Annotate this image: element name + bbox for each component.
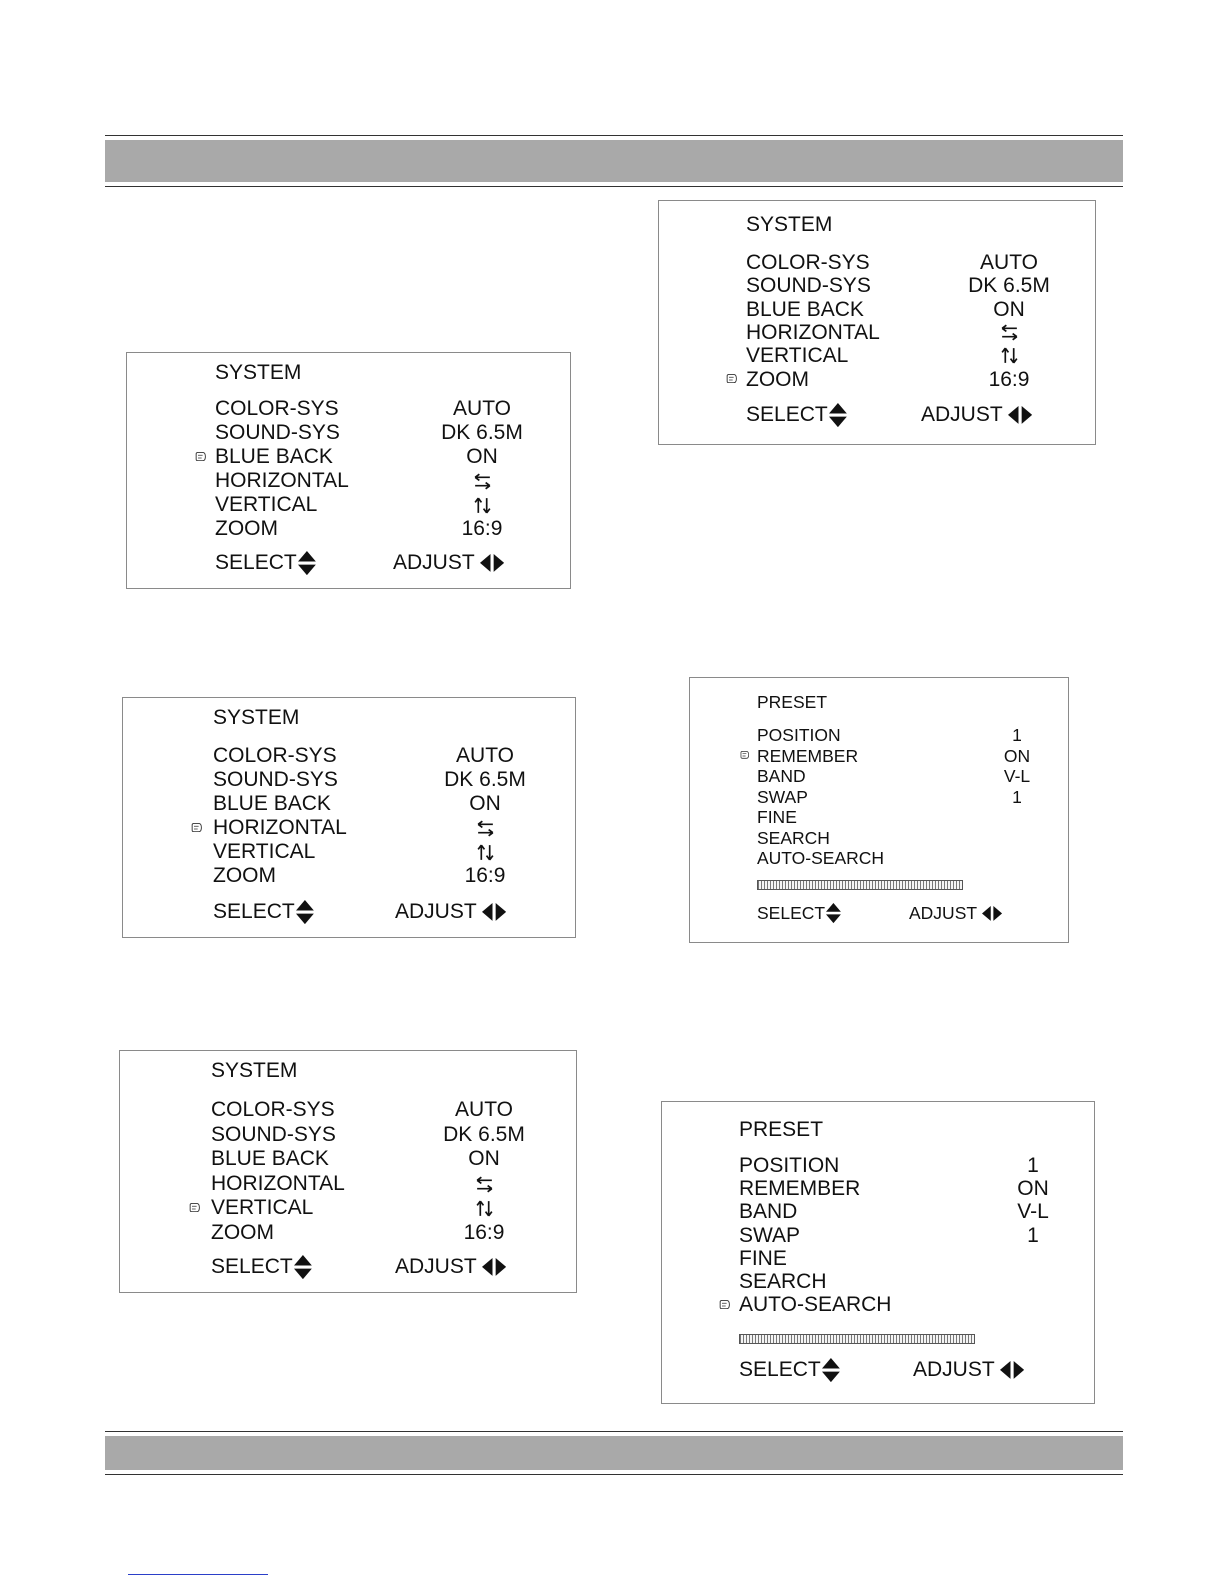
adjust-hint [393, 551, 504, 575]
menu-item-label: FINE [739, 1246, 787, 1270]
menu-item-value: V-L [1017, 1200, 1049, 1224]
footer-link-underline [128, 1574, 268, 1575]
footer-band [105, 1431, 1123, 1475]
menu-item-label: BLUE BACK [215, 445, 333, 468]
menu-item-label: ZOOM [213, 864, 276, 887]
menu-item-zoom[interactable] [659, 368, 1095, 391]
menu-item-remember[interactable] [690, 746, 1068, 767]
select-label: SELECT [757, 903, 826, 923]
menu-item-value: ON [468, 1147, 500, 1171]
menu-item-label: HORIZONTAL [746, 320, 880, 344]
menu-item-value: V-L [1003, 766, 1031, 786]
adjust-hint [909, 903, 1002, 924]
left-right-arrows-icon [999, 1361, 1024, 1379]
menu-title: SYSTEM [746, 213, 833, 236]
select-hint [213, 900, 314, 924]
select-label: SELECT [746, 403, 828, 427]
menu-item-label: REMEMBER [757, 745, 859, 766]
osd-menu-system-vertical [119, 1050, 577, 1293]
menu-item-value: AUTO [453, 397, 511, 420]
menu-item-label: VERTICAL [213, 840, 316, 863]
menu-item-label: BAND [757, 766, 806, 786]
osd-menu-system-zoom [658, 200, 1096, 445]
adjust-label: ADJUST [913, 1358, 995, 1381]
header-rule-bottom [105, 186, 1123, 187]
menu-item-label: FINE [757, 807, 797, 827]
auto-search-progress-bar [739, 1334, 975, 1344]
menu-item-value: DK 6.5M [443, 1122, 525, 1146]
menu-item-blue-back[interactable] [127, 445, 570, 469]
menu-item-label: ZOOM [215, 517, 278, 540]
menu-item-label: ZOOM [746, 367, 809, 391]
menu-item-label: SOUND-SYS [215, 421, 340, 444]
menu-item-band[interactable] [690, 766, 1068, 787]
footer-rule-bottom [105, 1474, 1123, 1475]
menu-item-label: HORIZONTAL [215, 469, 349, 492]
selection-pointer-icon [740, 751, 750, 761]
menu-item-swap[interactable] [690, 787, 1068, 808]
menu-item-search[interactable] [690, 828, 1068, 849]
menu-item-search[interactable] [662, 1270, 1094, 1293]
menu-item-label: SOUND-SYS [213, 768, 338, 791]
menu-item-label: SOUND-SYS [746, 274, 871, 298]
menu-item-label: VERTICAL [211, 1196, 314, 1220]
select-label: SELECT [213, 900, 295, 924]
menu-item-remember[interactable] [662, 1177, 1094, 1200]
menu-item-label: SWAP [739, 1223, 801, 1247]
select-hint [746, 403, 847, 427]
menu-item-vertical[interactable] [127, 493, 570, 517]
menu-item-value: ON [469, 792, 501, 815]
menu-item-label: SEARCH [739, 1270, 827, 1293]
left-right-arrows-icon [981, 906, 1002, 921]
menu-item-sound-sys[interactable] [120, 1123, 576, 1148]
select-hint [211, 1255, 312, 1279]
menu-title: PRESET [739, 1118, 824, 1141]
menu-item-value: AUTO [455, 1098, 513, 1121]
menu-item-value: 16:9 [463, 1221, 505, 1244]
menu-item-label: ZOOM [211, 1221, 274, 1244]
menu-item-color-sys[interactable] [127, 397, 570, 421]
menu-item-value: DK 6.5M [441, 421, 523, 444]
menu-item-value: 16:9 [461, 517, 503, 540]
adjust-hint [395, 900, 506, 924]
menu-item-label: AUTO-SEARCH [739, 1293, 892, 1317]
adjust-hint [395, 1255, 506, 1279]
menu-item-sound-sys[interactable] [127, 421, 570, 445]
menu-item-fine[interactable] [662, 1247, 1094, 1270]
adjust-label: ADJUST [395, 900, 477, 923]
vertical-swap-arrows-icon [474, 1198, 495, 1219]
menu-item-band[interactable] [662, 1200, 1094, 1223]
menu-item-sound-sys[interactable] [659, 274, 1095, 297]
menu-item-zoom[interactable] [120, 1221, 576, 1246]
menu-item-horizontal[interactable] [127, 469, 570, 493]
adjust-label: ADJUST [393, 551, 475, 574]
menu-title: PRESET [757, 692, 828, 712]
osd-menu-system-blue-back [126, 352, 571, 589]
menu-item-position[interactable] [662, 1154, 1094, 1177]
menu-item-auto-search[interactable] [690, 848, 1068, 869]
menu-item-label: VERTICAL [215, 493, 318, 516]
adjust-label: ADJUST [395, 1255, 477, 1278]
selection-pointer-icon [189, 1203, 199, 1213]
menu-item-vertical[interactable] [120, 1196, 576, 1221]
menu-item-label: SEARCH [757, 827, 830, 848]
menu-item-label: BLUE BACK [213, 792, 331, 815]
adjust-label: ADJUST [909, 903, 978, 923]
left-right-arrows-icon [481, 903, 506, 921]
left-right-arrows-icon [479, 554, 504, 572]
select-label: SELECT [215, 551, 297, 575]
adjust-hint [913, 1358, 1024, 1382]
menu-item-value: ON [1017, 1177, 1049, 1201]
menu-item-horizontal[interactable] [120, 1172, 576, 1197]
menu-item-label: COLOR-SYS [746, 251, 870, 274]
header-bar [105, 140, 1123, 182]
select-hint [739, 1358, 840, 1382]
up-down-arrows-icon [295, 900, 314, 924]
selection-pointer-icon [191, 823, 201, 833]
up-down-arrows-icon [821, 1358, 840, 1382]
menu-item-value: ON [993, 297, 1025, 321]
horizontal-swap-arrows-icon [475, 818, 496, 839]
adjust-hint [921, 403, 1032, 427]
up-down-arrows-icon [825, 903, 841, 923]
menu-item-label: POSITION [739, 1154, 840, 1177]
adjust-label: ADJUST [921, 403, 1003, 426]
osd-menu-preset-auto-search [661, 1101, 1095, 1404]
menu-item-color-sys[interactable] [659, 251, 1095, 274]
menu-item-label: REMEMBER [739, 1177, 861, 1201]
menu-item-zoom[interactable] [127, 517, 570, 541]
menu-item-swap[interactable] [662, 1224, 1094, 1247]
select-hint [757, 903, 841, 924]
menu-item-auto-search[interactable] [662, 1293, 1094, 1316]
horizontal-swap-arrows-icon [472, 471, 493, 492]
up-down-arrows-icon [293, 1255, 312, 1279]
menu-item-value: 1 [1027, 1223, 1039, 1247]
header-band [105, 135, 1123, 187]
menu-title: SYSTEM [213, 706, 300, 729]
menu-item-value: 16:9 [464, 864, 506, 887]
menu-item-label: POSITION [757, 725, 841, 745]
left-right-arrows-icon [1007, 406, 1032, 424]
left-right-arrows-icon [481, 1258, 506, 1276]
footer-bar [105, 1436, 1123, 1470]
menu-item-label: BAND [739, 1200, 798, 1224]
selection-pointer-icon [195, 452, 205, 462]
select-label: SELECT [739, 1358, 821, 1382]
menu-item-horizontal[interactable] [123, 816, 575, 840]
menu-item-blue-back[interactable] [123, 792, 575, 816]
osd-menu-system-horizontal [122, 697, 576, 938]
menu-item-zoom[interactable] [123, 864, 575, 888]
horizontal-swap-arrows-icon [999, 322, 1020, 343]
menu-item-color-sys[interactable] [120, 1098, 576, 1123]
select-label: SELECT [211, 1255, 293, 1279]
menu-item-label: AUTO-SEARCH [757, 848, 885, 868]
menu-item-sound-sys[interactable] [123, 768, 575, 792]
menu-item-label: HORIZONTAL [211, 1171, 345, 1195]
menu-item-horizontal[interactable] [659, 321, 1095, 344]
horizontal-swap-arrows-icon [474, 1174, 495, 1195]
menu-item-value: 1 [1012, 725, 1022, 745]
selection-pointer-icon [726, 374, 736, 384]
menu-title: SYSTEM [215, 361, 302, 384]
menu-item-label: SWAP [757, 786, 808, 807]
menu-item-label: COLOR-SYS [211, 1098, 335, 1121]
menu-item-vertical[interactable] [123, 840, 575, 864]
up-down-arrows-icon [297, 551, 316, 575]
menu-item-blue-back[interactable] [120, 1147, 576, 1172]
menu-item-value: 1 [1012, 786, 1022, 807]
select-hint [215, 551, 316, 575]
vertical-swap-arrows-icon [472, 495, 493, 516]
auto-search-progress-bar [757, 880, 963, 890]
menu-item-label: COLOR-SYS [215, 397, 339, 420]
vertical-swap-arrows-icon [475, 842, 496, 863]
menu-item-value: 16:9 [988, 367, 1030, 391]
menu-item-value: ON [1003, 745, 1031, 766]
menu-item-value: 1 [1027, 1154, 1039, 1177]
menu-item-label: BLUE BACK [746, 297, 864, 321]
menu-item-label: HORIZONTAL [213, 816, 347, 839]
up-down-arrows-icon [828, 403, 847, 427]
menu-item-color-sys[interactable] [123, 744, 575, 768]
menu-item-label: SOUND-SYS [211, 1122, 336, 1146]
menu-item-blue-back[interactable] [659, 298, 1095, 321]
header-rule-top [105, 135, 1123, 136]
menu-item-value: AUTO [980, 251, 1038, 274]
vertical-swap-arrows-icon [999, 345, 1020, 366]
menu-item-value: AUTO [456, 744, 514, 767]
footer-rule-top [105, 1431, 1123, 1432]
menu-item-label: BLUE BACK [211, 1147, 329, 1171]
menu-item-label: COLOR-SYS [213, 744, 337, 767]
menu-item-value: DK 6.5M [444, 768, 526, 791]
menu-item-value: ON [466, 445, 498, 468]
menu-item-position[interactable] [690, 725, 1068, 746]
osd-menu-preset-remember [689, 677, 1069, 943]
menu-title: SYSTEM [211, 1059, 298, 1082]
menu-item-value: DK 6.5M [968, 274, 1050, 298]
menu-item-label: VERTICAL [746, 344, 849, 368]
menu-item-fine[interactable] [690, 807, 1068, 828]
selection-pointer-icon [719, 1300, 729, 1310]
menu-item-vertical[interactable] [659, 344, 1095, 367]
